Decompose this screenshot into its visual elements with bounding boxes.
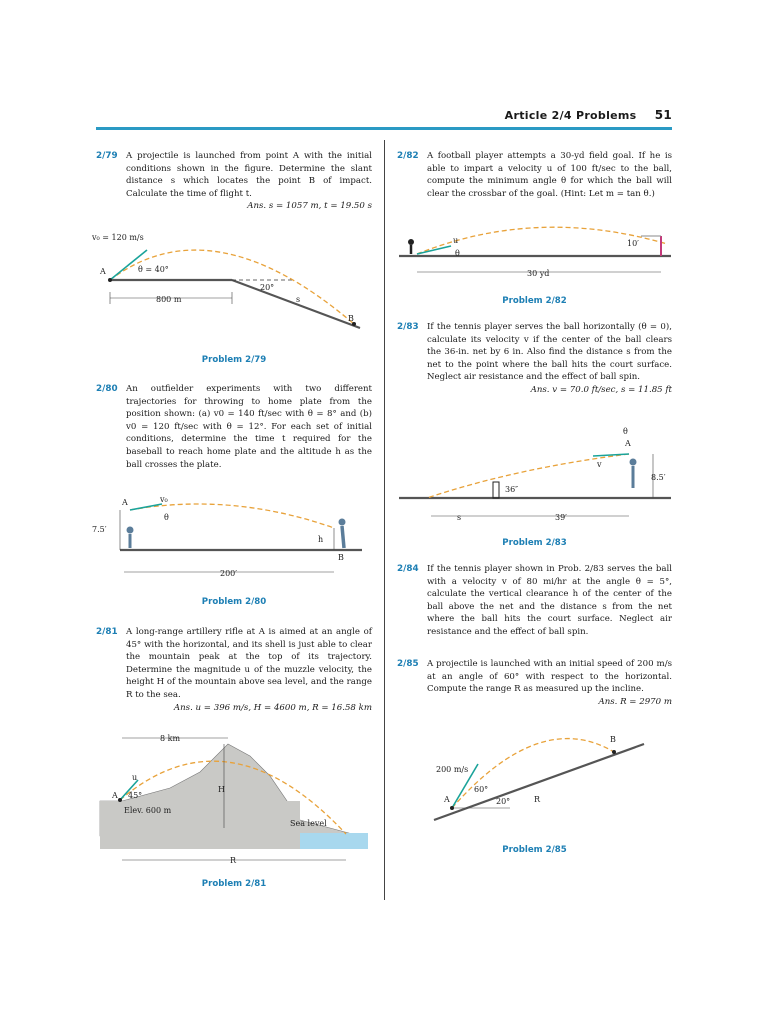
problem-text: If the tennis player serves the ball horizontally (θ = 0), calculate its velocity v if the center of the ball clears the 36-in. net by 6 in. Also find the distance s from the net to the point where the ball hits the court surface. Neglect air resistance and the effect of ball spin.	[427, 322, 672, 383]
v-label: v	[597, 460, 602, 469]
figure-2-81	[100, 728, 368, 868]
u-label: u	[453, 236, 459, 245]
point-a	[450, 806, 454, 810]
distance-label: 8 km	[160, 734, 181, 743]
trajectory	[452, 739, 614, 808]
caption-2-82: Problem 2/82	[502, 296, 567, 306]
a-label: A	[122, 498, 128, 507]
problem-text: A long-range artillery rifle at A is aimed at an angle of 45° with the horizontal, and its shell is just able to clear the mountain peak at the top of its trajectory. Determine the magnitude u of the muzzle velocity, the height H of the mountain above sea level, and the range R to the sea.	[126, 627, 372, 700]
figure-2-85	[430, 728, 650, 828]
problem-answer: Ans. u = 396 m/s, H = 4600 m, R = 16.58 km	[173, 702, 372, 713]
problem-text: If the tennis player shown in Prob. 2/83 serves the ball with a velocity v of 80 mi/hr at the angle θ = 5°, calculate the vertical clearance h of the center of the ball above the net and the distance s from the net where the ball hits the court surface. Neglect air resistance and the effect of ball spin.	[427, 564, 672, 637]
incline	[434, 744, 644, 820]
catcher-body	[342, 526, 344, 548]
angle-60-label: 60°	[474, 785, 489, 794]
problem-text: A projectile is launched with an initial speed of 200 m/s at an angle of 60° with respect to the horizontal. Compute the range R as measured up the incline.	[427, 659, 672, 695]
bar-height-label: 10′	[627, 239, 639, 248]
distance-label: 30 yd	[527, 269, 550, 278]
height-label: 8.5′	[651, 473, 666, 482]
problem-text: A projectile is launched from point A with the initial conditions shown in the figure. Determine the slant distance s which locates the point B of impact. Calculate the time of flight t.	[126, 151, 372, 199]
figure-2-79	[92, 228, 372, 338]
problem-number: 2/84	[397, 564, 419, 574]
incline	[232, 280, 360, 328]
catcher-head	[339, 519, 346, 526]
v0-label: v₀ = 120 m/s	[92, 233, 144, 242]
a-label: A	[100, 267, 106, 276]
u-label: u	[132, 773, 138, 782]
angle-label: 20°	[260, 283, 275, 292]
a-label: A	[444, 795, 450, 804]
trajectory	[130, 504, 334, 528]
elevation-label: Elev. 600 m	[124, 806, 172, 815]
theta-label: θ = 40°	[138, 265, 169, 274]
problem-number: 2/83	[397, 322, 419, 332]
distance-label: 800 m	[156, 295, 182, 304]
header-rule	[96, 127, 672, 130]
b-label: B	[348, 314, 354, 323]
problem-answer: Ans. R = 2970 m	[598, 696, 672, 707]
problem-2-84	[397, 563, 672, 639]
problem-number: 2/82	[397, 151, 419, 161]
figure-2-83	[397, 420, 673, 528]
h-label: h	[318, 535, 324, 544]
theta-label: θ	[164, 513, 169, 522]
theta-label: θ	[623, 427, 628, 436]
velocity-arrow	[130, 504, 162, 510]
r-label: R	[534, 795, 541, 804]
article-title: Article 2/4 Problems	[504, 109, 637, 122]
point-b	[612, 750, 616, 754]
s-label: s	[296, 295, 301, 304]
a-label: A	[625, 439, 631, 448]
problem-answer: Ans. v = 70.0 ft/sec, s = 11.85 ft	[530, 384, 672, 395]
s-label: s	[457, 513, 462, 522]
caption-2-81: Problem 2/81	[201, 879, 267, 889]
player-head	[630, 459, 637, 466]
b-label: B	[610, 735, 616, 744]
point-a	[108, 278, 112, 282]
kicker-head	[408, 239, 414, 245]
a-label: A	[112, 791, 118, 800]
net	[493, 482, 499, 498]
problem-2-82	[397, 150, 672, 200]
angle-20-label: 20°	[496, 797, 511, 806]
problem-number: 2/85	[397, 659, 419, 669]
problem-number: 2/79	[96, 151, 118, 161]
speed-label: 200 m/s	[436, 765, 469, 774]
theta-label: θ	[455, 249, 460, 258]
caption-2-79: Problem 2/79	[201, 355, 267, 365]
distance-label: 200′	[220, 569, 238, 578]
problem-number: 2/80	[96, 384, 118, 394]
distance-label: 39′	[555, 513, 567, 522]
problem-2-85	[397, 658, 672, 708]
problem-answer: Ans. s = 1057 m, t = 19.50 s	[247, 201, 372, 212]
angle-label: 45°	[128, 791, 143, 800]
h-label: H	[218, 785, 225, 794]
problem-2-83	[397, 321, 672, 397]
page-header	[96, 108, 672, 124]
problem-text: A football player attempts a 30-yd field goal. If he is able to impart a velocity u of 100 ft/sec to the ball, compute the minimum angle θ for which the ball will clear the crossbar of the goal. (Hint: Let m = tan θ.)	[427, 151, 672, 199]
caption-2-80: Problem 2/80	[201, 597, 267, 607]
figure-2-80	[92, 492, 372, 582]
net-height-label: 36″	[505, 485, 519, 494]
caption-2-85: Problem 2/85	[502, 845, 567, 855]
problem-2-81	[96, 626, 372, 714]
velocity-arrow	[593, 454, 629, 456]
v0-label: v₀	[160, 495, 168, 504]
problem-2-79	[96, 150, 372, 213]
r-label: R	[230, 856, 237, 865]
figure-2-82	[397, 222, 673, 284]
problem-number: 2/81	[96, 627, 118, 637]
b-label: B	[338, 553, 344, 562]
sea-level-label: Sea level	[290, 819, 327, 828]
column-divider	[384, 140, 385, 900]
caption-2-83: Problem 2/83	[502, 538, 567, 548]
point-a	[118, 798, 122, 802]
problem-text: An outfielder experiments with two different trajectories for throwing to home plate from the position shown: (a) v0 = 140 ft/sec with θ = 8° and (b) v0 = 120 ft/sec with θ = 12°. For each set of initial conditions, determine the time t required for the baseball to reach home plate and the altitude h as the ball crosses the plate.	[126, 384, 372, 470]
outfielder-head	[127, 527, 134, 534]
problem-2-80	[96, 383, 372, 471]
page-number: 51	[654, 108, 672, 122]
height-label: 7.5′	[92, 525, 107, 534]
